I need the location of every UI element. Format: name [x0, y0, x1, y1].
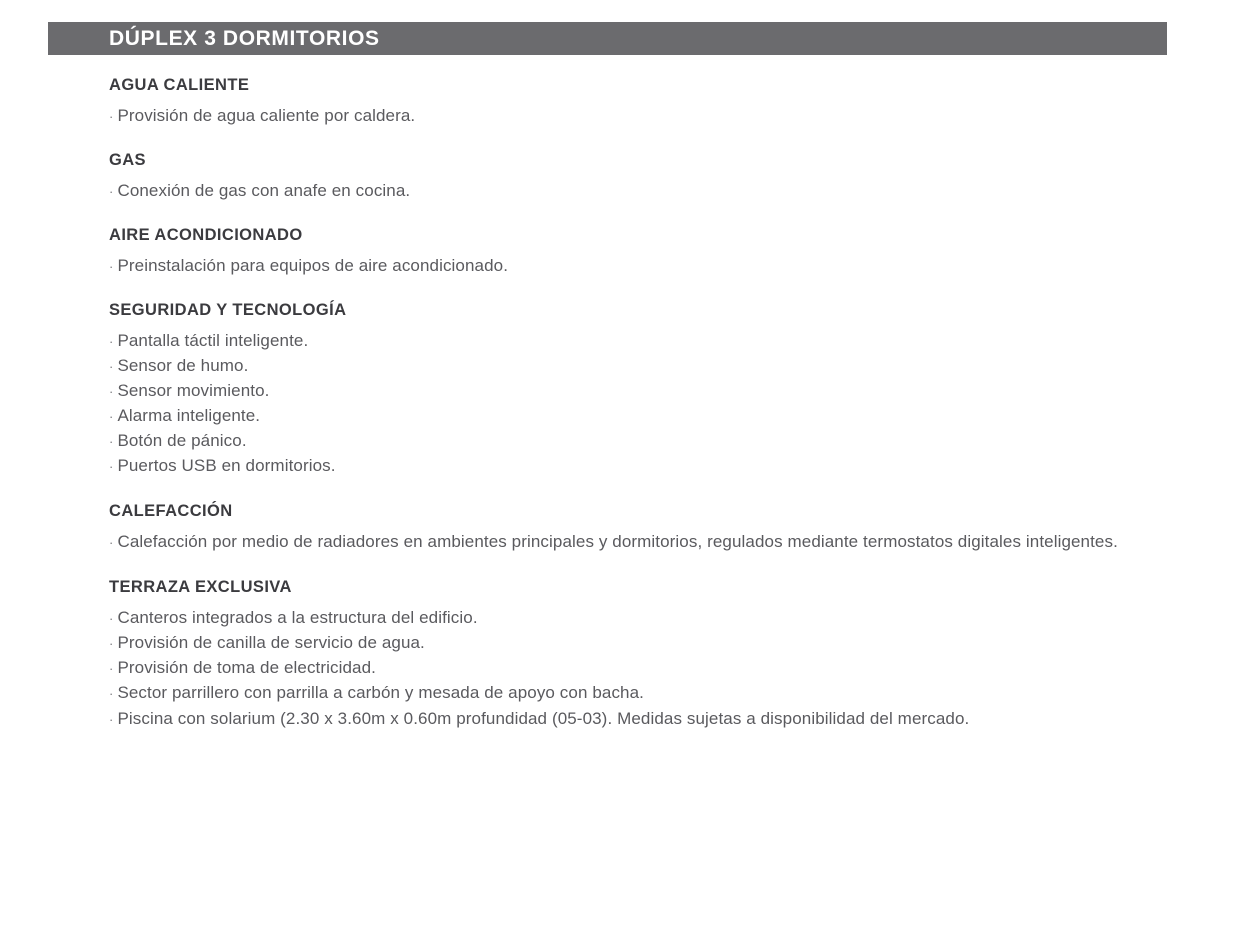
spec-group-gas — [109, 151, 1139, 203]
spec-item-text: Preinstalación para equipos de aire acondicionado. — [117, 255, 509, 275]
spec-item — [109, 681, 1139, 705]
spec-group-terraza-exclusiva — [109, 578, 1139, 730]
bullet-icon: · — [109, 661, 114, 677]
spec-item — [109, 354, 1139, 378]
spec-item-text: Canteros integrados a la estructura del edificio. — [117, 608, 478, 628]
section-title-bar — [48, 22, 1167, 55]
spec-item — [109, 179, 1139, 203]
bullet-icon: · — [109, 108, 114, 124]
spec-item — [109, 454, 1139, 478]
spec-item — [109, 404, 1139, 428]
spec-item — [109, 707, 1139, 731]
page-title: DÚPLEX 3 DORMITORIOS — [109, 27, 380, 50]
spec-item-text: Pantalla táctil inteligente. — [117, 330, 309, 350]
bullet-icon: · — [109, 333, 114, 349]
bullet-icon: · — [109, 358, 114, 374]
spec-item — [109, 631, 1139, 655]
spec-item-text: Piscina con solarium (2.30 x 3.60m x 0.60m profundidad (05-03). Medidas sujetas a disponibilidad del mercado. — [117, 708, 970, 728]
bullet-icon: · — [109, 686, 114, 702]
spec-item-text: Provisión de toma de electricidad. — [117, 658, 376, 678]
bullet-icon: · — [109, 258, 114, 274]
spec-item-text: Puertos USB en dormitorios. — [117, 456, 336, 476]
bullet-icon: · — [109, 636, 114, 652]
bullet-icon: · — [109, 711, 114, 727]
spec-group-heading: SEGURIDAD Y TECNOLOGÍA — [109, 300, 347, 319]
bullet-icon: · — [109, 535, 114, 551]
spec-item — [109, 329, 1139, 353]
bullet-icon: · — [109, 459, 114, 475]
spec-group-agua-caliente — [109, 76, 1139, 128]
spec-item-text: Sensor de humo. — [117, 355, 249, 375]
spec-group-heading: AIRE ACONDICIONADO — [109, 225, 303, 244]
bullet-icon: · — [109, 434, 114, 450]
spec-item-text: Alarma inteligente. — [117, 405, 261, 425]
spec-item — [109, 104, 1139, 128]
bullet-icon: · — [109, 611, 114, 627]
spec-item-text: Botón de pánico. — [117, 431, 247, 451]
spec-item-text: Sector parrillero con parrilla a carbón y mesada de apoyo con bacha. — [117, 683, 644, 703]
spec-item — [109, 656, 1139, 680]
spec-item-text: Calefacción por medio de radiadores en ambientes principales y dormitorios, regulados mediante termostatos digitales inteligentes. — [117, 532, 1118, 552]
specs-list — [109, 76, 1139, 732]
spec-group-calefaccion — [109, 502, 1139, 554]
spec-group-seguridad-y-tecnologia — [109, 301, 1139, 479]
spec-item — [109, 606, 1139, 630]
bullet-icon: · — [109, 408, 114, 424]
spec-item-text: Conexión de gas con anafe en cocina. — [117, 180, 411, 200]
spec-group-heading: CALEFACCIÓN — [109, 502, 233, 521]
spec-item-text: Sensor movimiento. — [117, 380, 270, 400]
spec-item-text: Provisión de agua caliente por caldera. — [117, 105, 416, 125]
spec-item — [109, 530, 1139, 554]
spec-item — [109, 254, 1139, 278]
spec-group-heading: GAS — [109, 150, 146, 169]
spec-item-text: Provisión de canilla de servicio de agua. — [117, 633, 425, 653]
bullet-icon: · — [109, 183, 114, 199]
spec-item — [109, 379, 1139, 403]
spec-group-aire-acondicionado — [109, 226, 1139, 278]
bullet-icon: · — [109, 383, 114, 399]
spec-group-heading: TERRAZA EXCLUSIVA — [109, 578, 292, 597]
spec-group-heading: AGUA CALIENTE — [109, 76, 250, 94]
spec-item — [109, 429, 1139, 453]
